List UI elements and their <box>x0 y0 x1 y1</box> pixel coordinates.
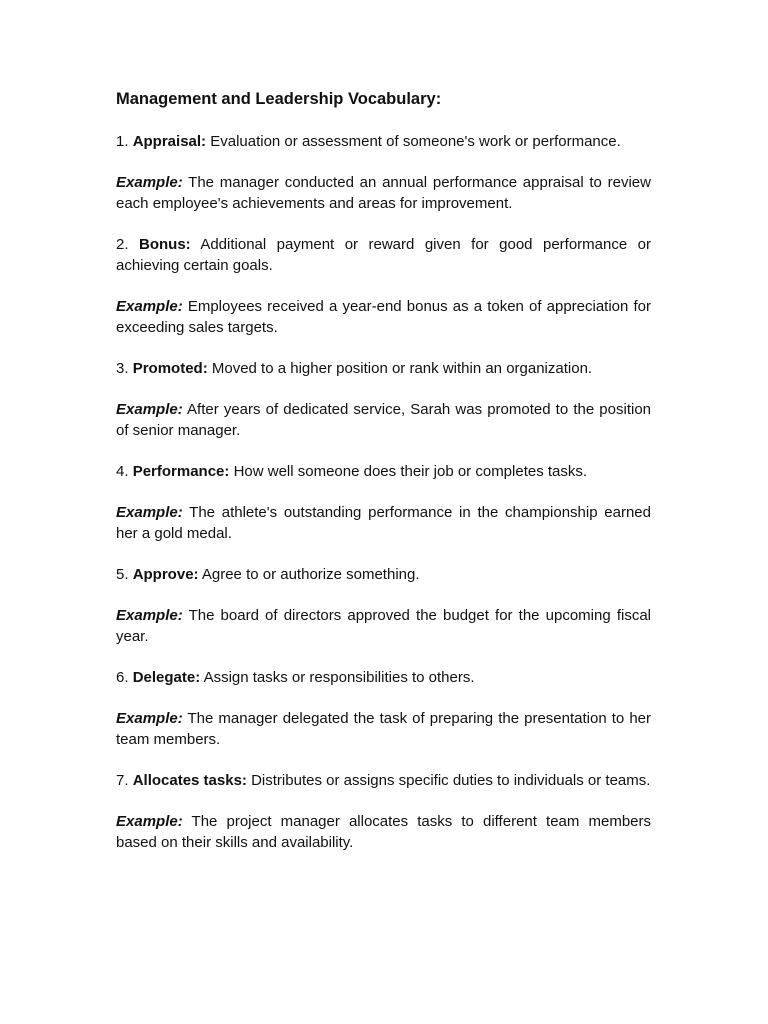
definition-paragraph-performance <box>116 461 651 482</box>
example-paragraph-delegate <box>116 708 651 750</box>
term-delegate: Delegate: <box>132 669 201 686</box>
example-label: Example: <box>116 607 183 624</box>
example-text: The project manager allocates tasks to different team members based on their skills and availability. <box>116 813 651 851</box>
example-text: The board of directors approved the budget for the upcoming fiscal year. <box>116 607 652 645</box>
definition-text: Agree to or authorize something. <box>201 566 420 583</box>
example-label: Example: <box>116 401 183 418</box>
entry-number: 2. <box>116 236 129 253</box>
definition-paragraph-appraisal <box>116 131 651 152</box>
definition-text: Assign tasks or responsibilities to others. <box>203 669 475 686</box>
definition-paragraph-approve <box>116 564 651 585</box>
entry-number: 7. <box>116 772 129 789</box>
entry-number: 4. <box>116 463 129 480</box>
entry-number: 5. <box>116 566 129 583</box>
definition-text: Moved to a higher position or rank within an organization. <box>211 360 593 377</box>
definition-paragraph-allocates-tasks <box>116 770 651 791</box>
example-paragraph-approve <box>116 605 651 647</box>
entry-number: 1. <box>116 133 129 150</box>
term-allocates-tasks: Allocates tasks: <box>132 772 247 789</box>
definition-paragraph-promoted <box>116 358 651 379</box>
entry-number: 6. <box>116 669 129 686</box>
example-label: Example: <box>116 298 183 315</box>
term-promoted: Promoted: <box>132 360 208 377</box>
example-paragraph-allocates-tasks <box>116 811 651 853</box>
example-paragraph-bonus <box>116 296 651 338</box>
example-label: Example: <box>116 710 183 727</box>
example-paragraph-appraisal <box>116 172 651 214</box>
entry-number: 3. <box>116 360 129 377</box>
definition-text: Additional payment or reward given for good performance or achieving certain goals. <box>116 236 652 274</box>
definition-paragraph-delegate <box>116 667 651 688</box>
definition-text: Evaluation or assessment of someone's work or performance. <box>210 133 621 150</box>
example-label: Example: <box>116 504 183 521</box>
term-appraisal: Appraisal: <box>132 133 207 150</box>
definition-text: How well someone does their job or completes tasks. <box>233 463 588 480</box>
definition-paragraph-bonus <box>116 234 651 276</box>
document-page <box>116 88 651 873</box>
example-label: Example: <box>116 813 183 830</box>
term-approve: Approve: <box>132 566 199 583</box>
example-label: Example: <box>116 174 183 191</box>
definition-text: Distributes or assigns specific duties to individuals or teams. <box>251 772 651 789</box>
example-text: Employees received a year-end bonus as a token of appreciation for exceeding sales targets. <box>116 298 651 336</box>
example-paragraph-promoted <box>116 399 651 441</box>
term-bonus: Bonus: <box>139 236 191 253</box>
example-text: After years of dedicated service, Sarah was promoted to the position of senior manager. <box>116 401 651 439</box>
example-paragraph-performance <box>116 502 651 544</box>
example-text: The athlete's outstanding performance in the championship earned her a gold medal. <box>116 504 651 542</box>
term-performance: Performance: <box>132 463 230 480</box>
document-title: Management and Leadership Vocabulary: <box>116 90 442 108</box>
example-text: The manager delegated the task of preparing the presentation to her team members. <box>116 710 652 748</box>
example-text: The manager conducted an annual performance appraisal to review each employee's achievements and areas for improvement. <box>116 174 651 212</box>
